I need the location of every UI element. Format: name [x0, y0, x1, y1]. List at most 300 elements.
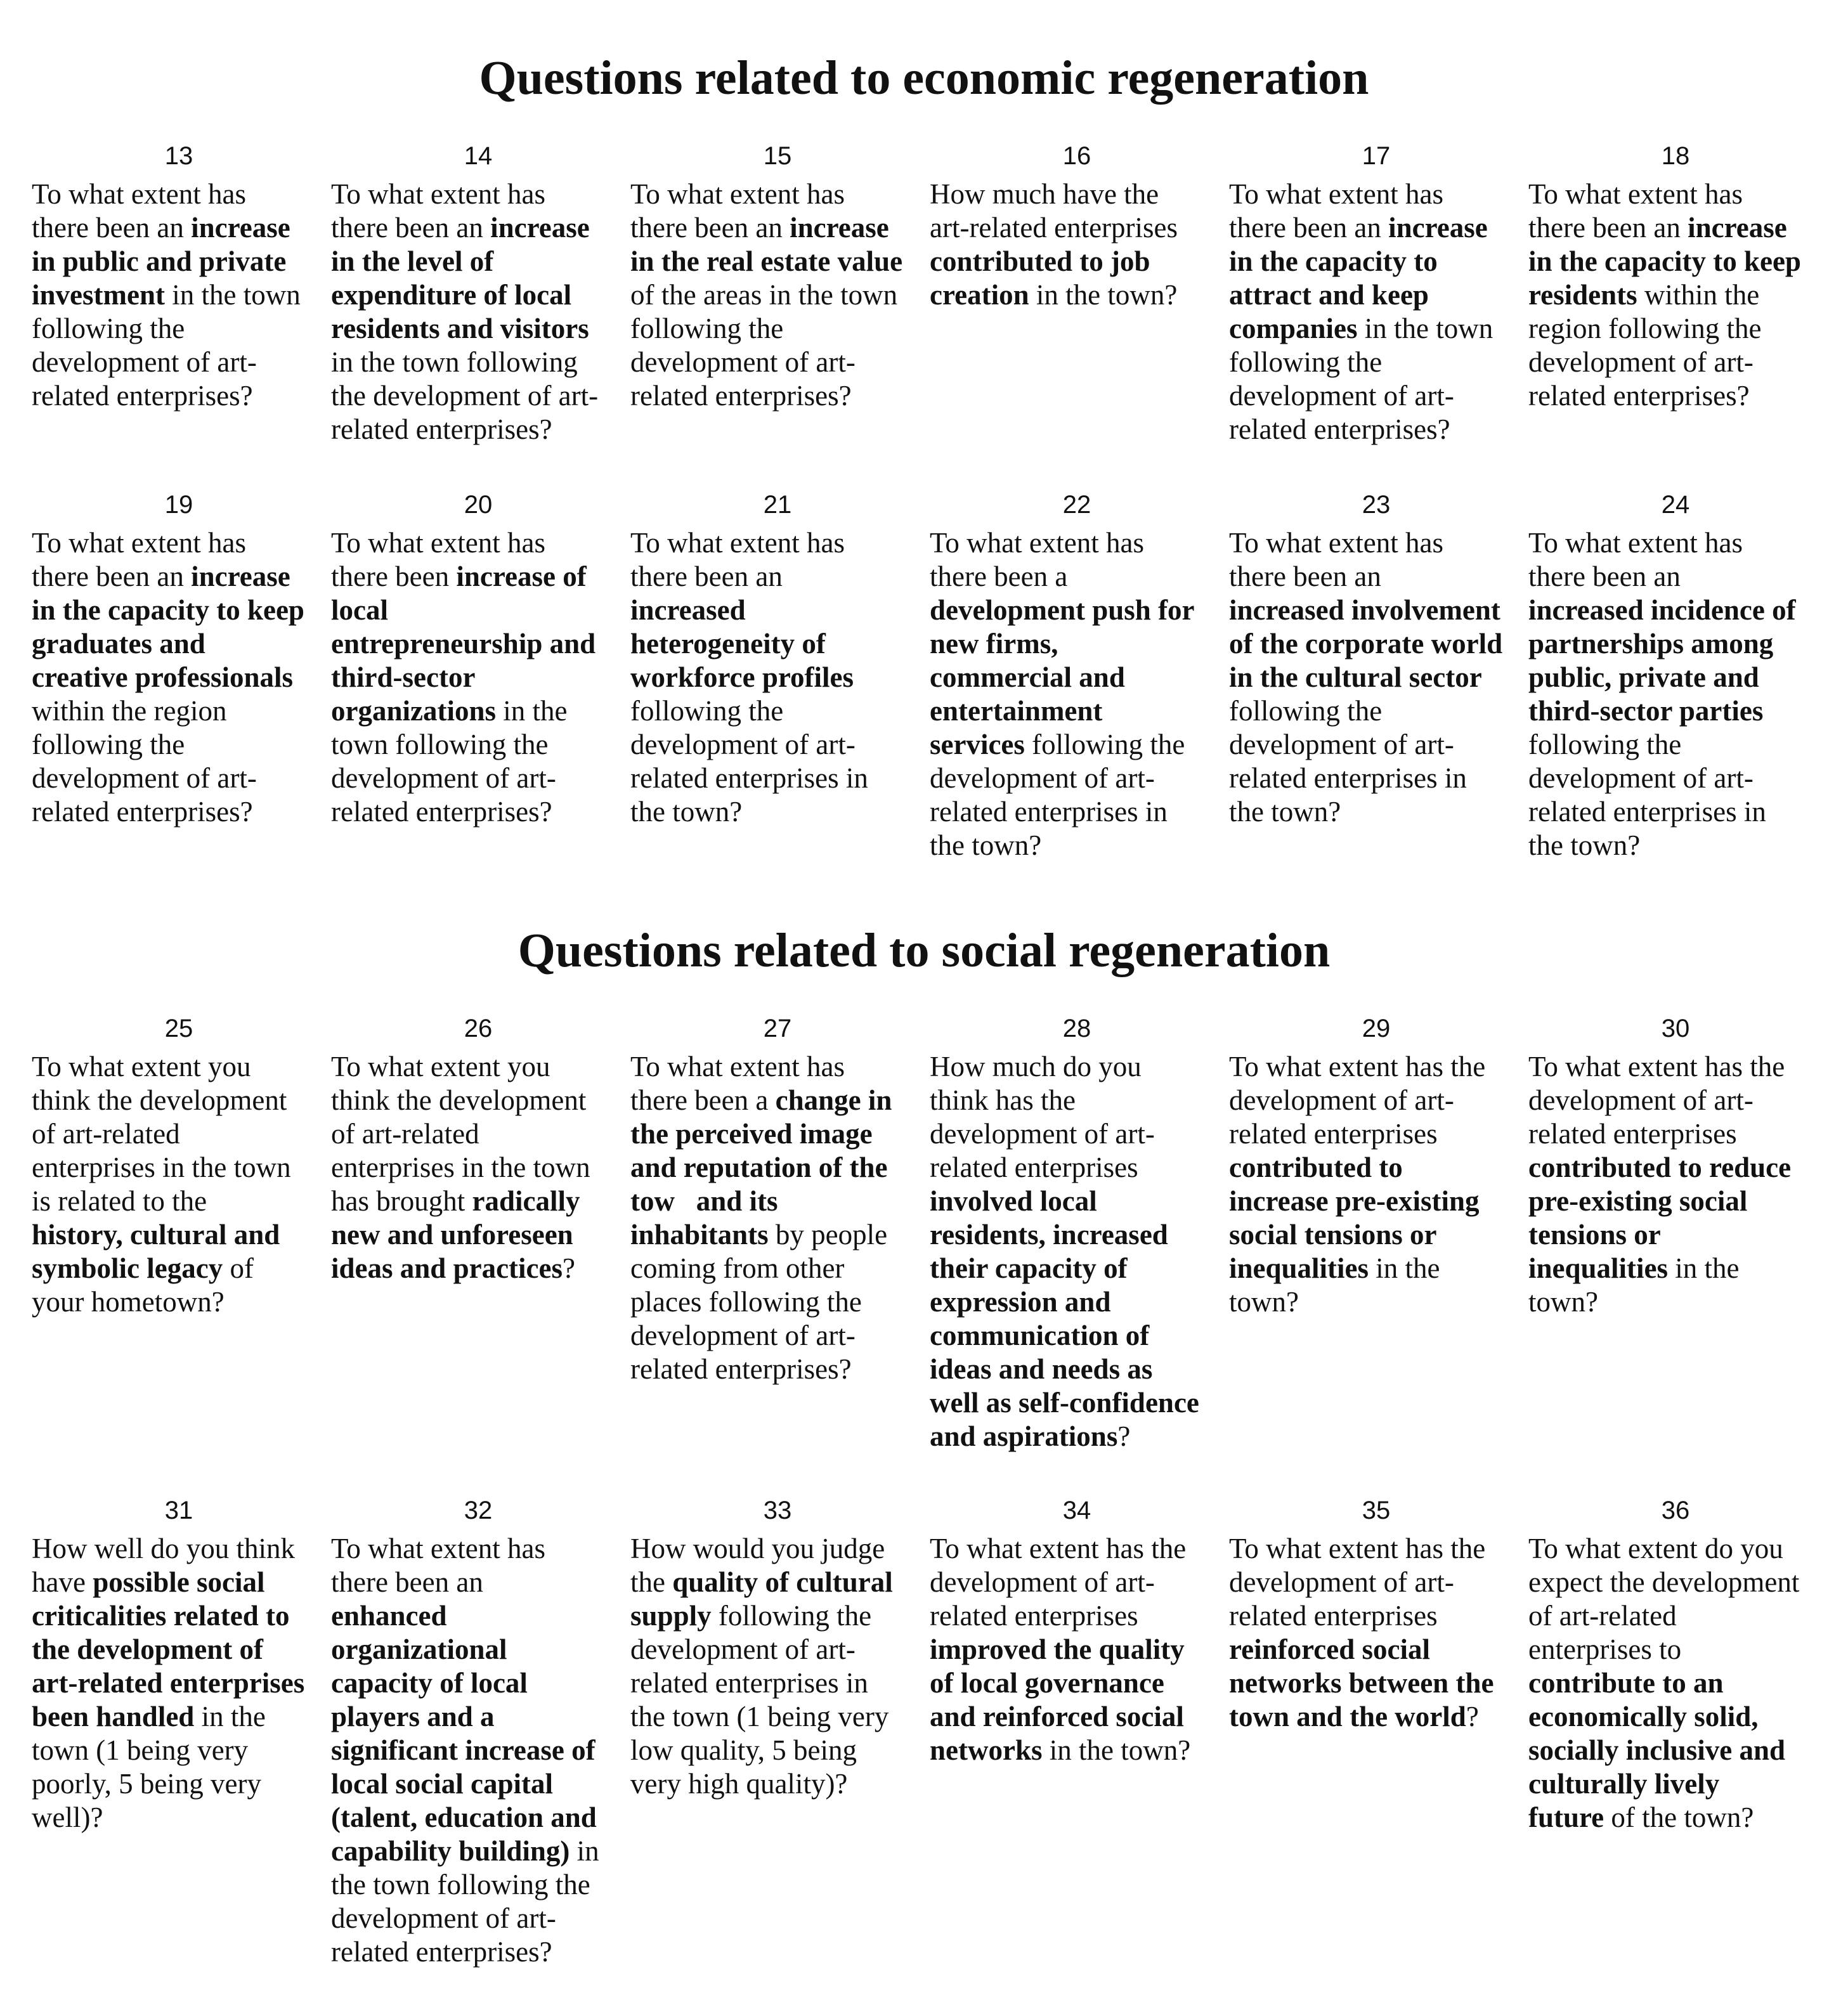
emphasis-text: inequalities — [1229, 1252, 1369, 1284]
question-number: 25 — [164, 1015, 193, 1042]
question-line — [1229, 694, 1523, 728]
emphasis-text: and reputation of the — [630, 1152, 888, 1183]
question-line — [630, 1633, 925, 1666]
plain-text: related enterprises — [930, 1600, 1138, 1632]
emphasis-text: increased — [630, 594, 746, 626]
emphasis-text: attract and keep — [1229, 279, 1429, 311]
question-21 — [630, 490, 925, 862]
plain-text: of art-related — [1528, 1600, 1677, 1632]
question-line — [331, 1599, 625, 1633]
plain-text: of art-related — [331, 1118, 479, 1150]
plain-text: has brought — [331, 1185, 472, 1217]
question-line — [1229, 1599, 1523, 1633]
question-line — [1528, 1252, 1823, 1285]
question-line — [331, 1218, 625, 1252]
plain-text: To what extent has — [930, 527, 1145, 559]
emphasis-text: change in — [775, 1084, 892, 1116]
plain-text: the town? — [630, 796, 743, 828]
plain-text: To what extent has the — [930, 1533, 1187, 1564]
question-line — [630, 762, 925, 795]
emphasis-text: the perceived image — [630, 1118, 873, 1150]
social-section-title: Questions related to social regeneration — [517, 924, 1331, 977]
question-line — [32, 1801, 326, 1834]
question-line — [32, 1117, 326, 1151]
plain-text: art-related enterprises — [930, 212, 1178, 244]
question-line — [1229, 661, 1523, 694]
question-line — [630, 1700, 925, 1734]
question-line — [630, 1151, 925, 1185]
question-text — [1528, 526, 1823, 862]
plain-text: related enterprises? — [331, 413, 552, 445]
plain-text: of the areas in the town — [630, 279, 898, 311]
plain-text: town following the — [331, 729, 549, 760]
emphasis-text: increase — [1388, 212, 1488, 244]
question-line — [1229, 1218, 1523, 1252]
plain-text: in the — [1668, 1252, 1740, 1284]
emphasis-text: reinforced social — [1229, 1633, 1431, 1665]
plain-text: is related to the — [32, 1185, 207, 1217]
question-text — [331, 1050, 625, 1285]
plain-text: the town? — [1229, 796, 1341, 828]
plain-text: there been an — [1229, 561, 1381, 592]
question-line — [630, 1117, 925, 1151]
plain-text: there been an — [1528, 212, 1688, 244]
question-line — [1528, 661, 1823, 694]
question-14 — [331, 141, 625, 446]
question-line — [1229, 1252, 1523, 1285]
question-line — [1229, 526, 1523, 560]
plain-text: related enterprises — [1229, 1600, 1438, 1632]
emphasis-text: creative professionals — [32, 661, 294, 693]
emphasis-text: inequalities — [1528, 1252, 1669, 1284]
plain-text: development of art- — [1528, 346, 1754, 378]
question-number: 20 — [464, 491, 493, 519]
emphasis-text: social tensions or — [1229, 1219, 1437, 1250]
question-line — [1229, 1084, 1523, 1117]
plain-text: To what extent has — [1229, 527, 1444, 559]
emphasis-text: entrepreneurship and — [331, 628, 596, 659]
emphasis-text: tow and its — [630, 1185, 778, 1217]
plain-text: development of art- — [630, 346, 856, 378]
emphasis-text: increase of — [456, 561, 587, 592]
question-line — [32, 1700, 326, 1734]
plain-text: To what extent you — [32, 1051, 251, 1082]
plain-text: development of art- — [1229, 729, 1454, 760]
plain-text: development of art- — [930, 1118, 1155, 1150]
question-text — [1528, 1532, 1823, 1834]
question-line — [1229, 1050, 1523, 1084]
question-line — [1229, 1151, 1523, 1185]
question-line — [630, 312, 925, 346]
question-13 — [32, 141, 326, 446]
plain-text: the town (1 being very — [630, 1701, 889, 1732]
question-line — [331, 694, 625, 728]
question-line — [1229, 1666, 1523, 1700]
plain-text: expect the development — [1528, 1566, 1800, 1598]
question-line — [930, 526, 1224, 560]
question-line — [1528, 1117, 1823, 1151]
question-line — [1229, 245, 1523, 278]
question-line — [1528, 1050, 1823, 1084]
emphasis-text: criticalities related to — [32, 1600, 290, 1632]
plain-text: there been an — [630, 212, 790, 244]
plain-text: related enterprises? — [331, 1936, 552, 1968]
question-number: 21 — [763, 491, 792, 519]
question-line — [1229, 560, 1523, 594]
question-line — [1528, 1084, 1823, 1117]
question-22 — [930, 490, 1224, 862]
question-number: 30 — [1661, 1015, 1690, 1042]
question-line — [1528, 594, 1823, 627]
question-line — [32, 1084, 326, 1117]
plain-text: development of art- — [630, 1633, 856, 1665]
question-line — [630, 728, 925, 762]
question-line — [331, 1050, 625, 1084]
emphasis-text: increase pre-existing — [1229, 1185, 1480, 1217]
plain-text: development of art- — [32, 762, 257, 794]
plain-text: the town? — [930, 829, 1042, 861]
question-line — [331, 728, 625, 762]
question-line — [1229, 762, 1523, 795]
question-line — [331, 1633, 625, 1666]
question-text — [331, 178, 625, 446]
question-line — [32, 728, 326, 762]
question-text — [930, 178, 1224, 312]
emphasis-text: increase — [790, 212, 889, 244]
plain-text: places following the — [630, 1286, 862, 1318]
emphasis-text: services — [930, 729, 1025, 760]
question-line — [930, 829, 1224, 862]
question-line — [331, 526, 625, 560]
plain-text: in the town — [164, 279, 301, 311]
question-36 — [1528, 1495, 1823, 1969]
plain-text: low quality, 5 being — [630, 1734, 857, 1766]
question-line — [331, 1252, 625, 1285]
question-line — [331, 1734, 625, 1767]
emphasis-text: networks between the — [1229, 1667, 1494, 1699]
question-line — [331, 245, 625, 278]
plain-text: related enterprises — [930, 1152, 1138, 1183]
question-line — [630, 1734, 925, 1767]
question-line — [630, 627, 925, 661]
question-16 — [930, 141, 1224, 446]
emphasis-text: possible social — [93, 1566, 265, 1598]
question-line — [930, 1734, 1224, 1767]
plain-text: in the town? — [1029, 279, 1178, 311]
question-line — [630, 1532, 925, 1566]
question-24 — [1528, 490, 1823, 862]
question-number: 27 — [763, 1015, 792, 1042]
plain-text: related enterprises in — [1229, 762, 1467, 794]
question-line — [331, 661, 625, 694]
question-line — [331, 594, 625, 627]
question-line — [32, 594, 326, 627]
plain-text: your hometown? — [32, 1286, 224, 1318]
question-28 — [930, 1013, 1224, 1453]
question-line — [331, 1084, 625, 1117]
question-line — [32, 694, 326, 728]
question-line — [930, 762, 1224, 795]
question-text — [630, 526, 925, 829]
plain-text: To what extent has — [32, 527, 247, 559]
emphasis-text: (talent, education and — [331, 1802, 597, 1833]
question-line — [630, 1599, 925, 1633]
question-17 — [1229, 141, 1523, 446]
emphasis-text: graduates and — [32, 628, 205, 659]
plain-text: related enterprises in — [930, 796, 1168, 828]
question-line — [1229, 1700, 1523, 1734]
question-line — [630, 694, 925, 728]
question-text — [1229, 1050, 1523, 1319]
question-line — [1528, 245, 1823, 278]
question-31 — [32, 1495, 326, 1969]
question-line — [1528, 526, 1823, 560]
plain-text: the development of art- — [331, 380, 599, 412]
question-line — [32, 1252, 326, 1285]
question-line — [930, 178, 1224, 211]
plain-text: following the — [630, 695, 784, 727]
emphasis-text: new firms, — [930, 628, 1058, 659]
question-line — [32, 1532, 326, 1566]
emphasis-text: in the capacity to keep — [32, 594, 304, 626]
question-line — [32, 1218, 326, 1252]
economic-questions-row-1 — [32, 141, 1825, 446]
question-line — [1229, 728, 1523, 762]
question-line — [32, 627, 326, 661]
question-number: 18 — [1661, 142, 1690, 170]
question-15 — [630, 141, 925, 446]
emphasis-text: contributed to reduce — [1528, 1152, 1792, 1183]
question-line — [1229, 413, 1523, 446]
plain-text: related enterprises — [1229, 1118, 1438, 1150]
question-line — [930, 1353, 1224, 1386]
plain-text: To what extent has — [630, 178, 845, 210]
plain-text: development of art- — [1528, 1084, 1754, 1116]
question-20 — [331, 490, 625, 862]
question-line — [1229, 627, 1523, 661]
question-34 — [930, 1495, 1224, 1969]
question-line — [32, 245, 326, 278]
question-line — [331, 1566, 625, 1599]
question-line — [331, 1185, 625, 1218]
emphasis-text: pre-existing social — [1528, 1185, 1748, 1217]
question-line — [32, 1185, 326, 1218]
plain-text: To what extent has the — [1528, 1051, 1785, 1082]
question-line — [930, 1633, 1224, 1666]
question-line — [630, 594, 925, 627]
plain-text: town? — [1528, 1286, 1598, 1318]
question-26 — [331, 1013, 625, 1453]
question-line — [331, 1700, 625, 1734]
plain-text: development of art- — [331, 762, 556, 794]
question-line — [331, 1767, 625, 1801]
question-line — [331, 1868, 625, 1902]
question-text — [32, 1532, 326, 1834]
plain-text: in the — [496, 695, 568, 727]
emphasis-text: socially inclusive and — [1528, 1734, 1786, 1766]
plain-text: enterprises in the town — [32, 1152, 291, 1183]
plain-text: within the region — [32, 695, 227, 727]
plain-text: region following the — [1528, 313, 1762, 344]
question-line — [930, 694, 1224, 728]
question-number: 31 — [164, 1497, 193, 1524]
question-line — [630, 1666, 925, 1700]
question-line — [331, 1151, 625, 1185]
question-text — [930, 1050, 1224, 1453]
question-line — [930, 1532, 1224, 1566]
question-line — [930, 1050, 1224, 1084]
plain-text: following the — [1229, 695, 1383, 727]
emphasis-text: expenditure of local — [331, 279, 572, 311]
question-number: 14 — [464, 142, 493, 170]
question-line — [1229, 1285, 1523, 1319]
plain-text: in the — [1369, 1252, 1440, 1284]
question-number: 29 — [1362, 1015, 1391, 1042]
question-text — [331, 1532, 625, 1969]
emphasis-text: residents — [1528, 279, 1637, 311]
emphasis-text: workforce profiles — [630, 661, 854, 693]
question-line — [1528, 178, 1823, 211]
question-line — [32, 560, 326, 594]
emphasis-text: public, private and — [1528, 661, 1759, 693]
emphasis-text: contributed to — [1229, 1152, 1403, 1183]
question-line — [1528, 627, 1823, 661]
question-line — [331, 762, 625, 795]
question-line — [331, 178, 625, 211]
question-line — [630, 178, 925, 211]
emphasis-text: involved local — [930, 1185, 1097, 1217]
question-line — [930, 211, 1224, 245]
emphasis-text: expression and — [930, 1286, 1111, 1318]
question-line — [1528, 1801, 1823, 1834]
question-number: 24 — [1661, 491, 1690, 519]
emphasis-text: future — [1528, 1802, 1604, 1833]
question-line — [630, 1353, 925, 1386]
plain-text: To what extent do you — [1528, 1533, 1783, 1564]
plain-text: there been an — [1528, 561, 1681, 592]
plain-text: town? — [1229, 1286, 1299, 1318]
question-line — [930, 1599, 1224, 1633]
question-line — [1229, 346, 1523, 379]
emphasis-text: residents, increased — [930, 1219, 1168, 1250]
question-line — [630, 1185, 925, 1218]
emphasis-text: entertainment — [930, 695, 1103, 727]
question-text — [1229, 526, 1523, 829]
emphasis-text: history, cultural and — [32, 1219, 280, 1250]
plain-text: there been a — [630, 1084, 776, 1116]
plain-text: To what extent has — [1229, 178, 1444, 210]
plain-text: related enterprises? — [32, 380, 253, 412]
question-line — [930, 1566, 1224, 1599]
emphasis-text: partnerships among — [1528, 628, 1774, 659]
plain-text: very high quality)? — [630, 1768, 848, 1800]
plain-text: coming from other — [630, 1252, 845, 1284]
question-line — [630, 1319, 925, 1353]
question-line — [331, 1666, 625, 1700]
plain-text: the — [630, 1566, 673, 1598]
plain-text: following the — [1528, 729, 1682, 760]
question-line — [930, 1700, 1224, 1734]
question-line — [1528, 1767, 1823, 1801]
plain-text: related enterprises — [1528, 1118, 1737, 1150]
economic-questions-row-2 — [32, 490, 1825, 862]
emphasis-text: investment — [32, 279, 165, 311]
plain-text: ? — [1117, 1420, 1131, 1452]
emphasis-text: town and the world — [1229, 1701, 1466, 1732]
question-line — [630, 1050, 925, 1084]
plain-text: To what extent has — [32, 178, 247, 210]
plain-text: following the — [32, 729, 185, 760]
emphasis-text: third-sector — [331, 661, 476, 693]
plain-text: development of art- — [630, 729, 856, 760]
emphasis-text: in the capacity to — [1229, 245, 1438, 277]
emphasis-text: of local governance — [930, 1667, 1164, 1699]
emphasis-text: well as self-confidence — [930, 1387, 1199, 1419]
plain-text: there been — [331, 561, 457, 592]
question-line — [331, 1532, 625, 1566]
plain-text: there been an — [32, 561, 192, 592]
emphasis-text: improved the quality — [930, 1633, 1185, 1665]
question-line — [1528, 1700, 1823, 1734]
plain-text: related enterprises in — [1528, 796, 1766, 828]
question-line — [331, 627, 625, 661]
question-line — [1528, 1185, 1823, 1218]
question-line — [1528, 1218, 1823, 1252]
plain-text: the town following the — [331, 1869, 590, 1900]
emphasis-text: contributed to job — [930, 245, 1150, 277]
question-text — [630, 178, 925, 413]
plain-text: To what extent you — [331, 1051, 550, 1082]
question-line — [1229, 379, 1523, 413]
question-line — [630, 1566, 925, 1599]
question-number: 28 — [1062, 1015, 1091, 1042]
question-line — [630, 1252, 925, 1285]
question-line — [1528, 346, 1823, 379]
question-line — [1229, 1566, 1523, 1599]
question-line — [930, 728, 1224, 762]
emphasis-text: economically solid, — [1528, 1701, 1759, 1732]
emphasis-text: in public and private — [32, 245, 287, 277]
question-line — [1229, 795, 1523, 829]
emphasis-text: capability building) — [331, 1835, 570, 1867]
plain-text: enterprises in the town — [331, 1152, 590, 1183]
question-line — [930, 1151, 1224, 1185]
question-line — [32, 1666, 326, 1700]
emphasis-text: of the corporate world — [1229, 628, 1503, 659]
question-23 — [1229, 490, 1523, 862]
emphasis-text: companies — [1229, 313, 1358, 344]
question-line — [630, 795, 925, 829]
emphasis-text: their capacity of — [930, 1252, 1128, 1284]
question-line — [1528, 1285, 1823, 1319]
emphasis-text: culturally lively — [1528, 1768, 1720, 1800]
emphasis-text: significant increase of — [331, 1734, 595, 1766]
question-text — [1528, 178, 1823, 413]
emphasis-text: organizations — [331, 695, 497, 727]
question-32 — [331, 1495, 625, 1969]
plain-text: To what extent has — [630, 527, 845, 559]
emphasis-text: organizational — [331, 1633, 507, 1665]
question-line — [630, 1084, 925, 1117]
social-questions-row-1 — [32, 1013, 1825, 1453]
plain-text: following the — [1024, 729, 1185, 760]
emphasis-text: and aspirations — [930, 1420, 1118, 1452]
question-line — [930, 1185, 1224, 1218]
plain-text: in the — [194, 1701, 266, 1732]
emphasis-text: third-sector parties — [1528, 695, 1764, 727]
plain-text: development of art- — [32, 346, 257, 378]
plain-text: following the — [32, 313, 185, 344]
